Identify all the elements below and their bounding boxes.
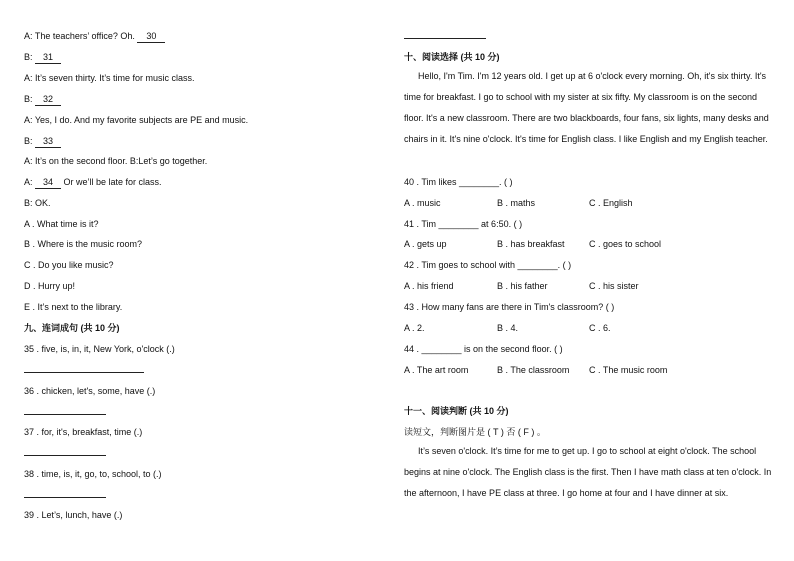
question-38: 38 . time, is, it, go, to, school, to (.)	[24, 469, 162, 479]
dialog-line-9: B: OK.	[24, 198, 51, 208]
dialog-line-3: A: It’s seven thirty. It’s time for music class.	[24, 73, 195, 83]
question-35: 35 . five, is, in, it, New York, o'clock (.)	[24, 344, 175, 354]
reading-passage-1: Hello, I'm Tim. I'm 12 years old. I get up at 6 o'clock every morning. Oh, it's six thirty. It's time for breakfast. I go to school with my sister at six fifty. My classroom is on the second floor. It's a new classroom. There are two blackboards, four fans, six lights, many desks and chairs in it. It's nine o'clock. It's time for English class. I like English and my English teacher.	[404, 71, 769, 144]
question-37: 37 . for, it's, breakfast, time (.)	[24, 427, 143, 437]
question-40: 40 . Tim likes ________. ( )	[404, 177, 513, 187]
q41-option-b[interactable]: B . has breakfast	[497, 239, 565, 249]
dialog-line-8: A: 34 Or we’ll be late for class.	[24, 177, 162, 187]
answer-line-38[interactable]	[24, 497, 106, 498]
q43-option-b[interactable]: B . 4.	[497, 323, 519, 333]
q44-option-a[interactable]: A . The art room	[404, 365, 469, 375]
section-11-instruction: 读短文，判断图片是 ( T ) 否 ( F ) 。	[404, 427, 546, 437]
q42-option-b[interactable]: B . his father	[497, 281, 548, 291]
option-d: D . Hurry up!	[24, 281, 76, 291]
q43-option-a[interactable]: A . 2.	[404, 323, 425, 333]
answer-blank-33[interactable]: 33	[35, 135, 61, 148]
dialog-line-5: A: Yes, I do. And my favorite subjects are PE and music.	[24, 115, 249, 125]
option-e: E . It’s next to the library.	[24, 302, 123, 312]
answer-line-39[interactable]	[404, 38, 486, 39]
question-43: 43 . How many fans are there in Tim's classroom? ( )	[404, 302, 615, 312]
q40-option-c[interactable]: C . English	[589, 198, 633, 208]
answer-blank-31[interactable]: 31	[35, 51, 61, 64]
section-9-title: 九、连词成句 (共 10 分)	[24, 323, 120, 333]
section-10-title: 十、阅读选择 (共 10 分)	[404, 52, 500, 62]
q42-option-c[interactable]: C . his sister	[589, 281, 639, 291]
q41-option-c[interactable]: C . goes to school	[589, 239, 662, 249]
answer-blank-30[interactable]: 30	[137, 30, 165, 43]
question-36: 36 . chicken, let's, some, have (.)	[24, 386, 156, 396]
option-c: C . Do you like music?	[24, 260, 114, 270]
answer-line-35[interactable]	[24, 372, 144, 373]
q41-option-a[interactable]: A . gets up	[404, 239, 447, 249]
dialog-line-2: B: 31	[24, 51, 61, 64]
dialog-line-7: A: It’s on the second floor. B:Let’s go together.	[24, 156, 208, 166]
option-a: A . What time is it?	[24, 219, 99, 229]
section-11-title: 十一、阅读判断 (共 10 分)	[404, 406, 509, 416]
q40-option-b[interactable]: B . maths	[497, 198, 536, 208]
answer-blank-34[interactable]: 34	[35, 176, 61, 189]
answer-blank-32[interactable]: 32	[35, 93, 61, 106]
answer-line-36[interactable]	[24, 414, 106, 415]
question-41: 41 . Tim ________ at 6:50. ( )	[404, 219, 523, 229]
dialog-line-4: B: 32	[24, 93, 61, 106]
answer-line-37[interactable]	[24, 455, 106, 456]
q40-option-a[interactable]: A . music	[404, 198, 441, 208]
reading-passage-2: It’s seven o'clock. It’s time for me to get up. I go to school at eight o'clock. The school begins at nine o'clock. The English class is the first. Then I have math class at ten o'clock. In the afternoon, I have PE class at three. I go home at four and I have dinner at six.	[404, 446, 772, 498]
option-b: B . Where is the music room?	[24, 239, 143, 249]
question-44: 44 . ________ is on the second floor. ( )	[404, 344, 563, 354]
dialog-line-1: A: The teachers’ office? Oh. 30	[24, 30, 165, 43]
q42-option-a[interactable]: A . his friend	[404, 281, 454, 291]
q43-option-c[interactable]: C . 6.	[589, 323, 611, 333]
dialog-line-6: B: 33	[24, 135, 61, 148]
question-42: 42 . Tim goes to school with ________. ( )	[404, 260, 572, 270]
q44-option-c[interactable]: C . The music room	[589, 365, 668, 375]
q44-option-b[interactable]: B . The classroom	[497, 365, 570, 375]
question-39: 39 . Let’s, lunch, have (.)	[24, 510, 123, 520]
